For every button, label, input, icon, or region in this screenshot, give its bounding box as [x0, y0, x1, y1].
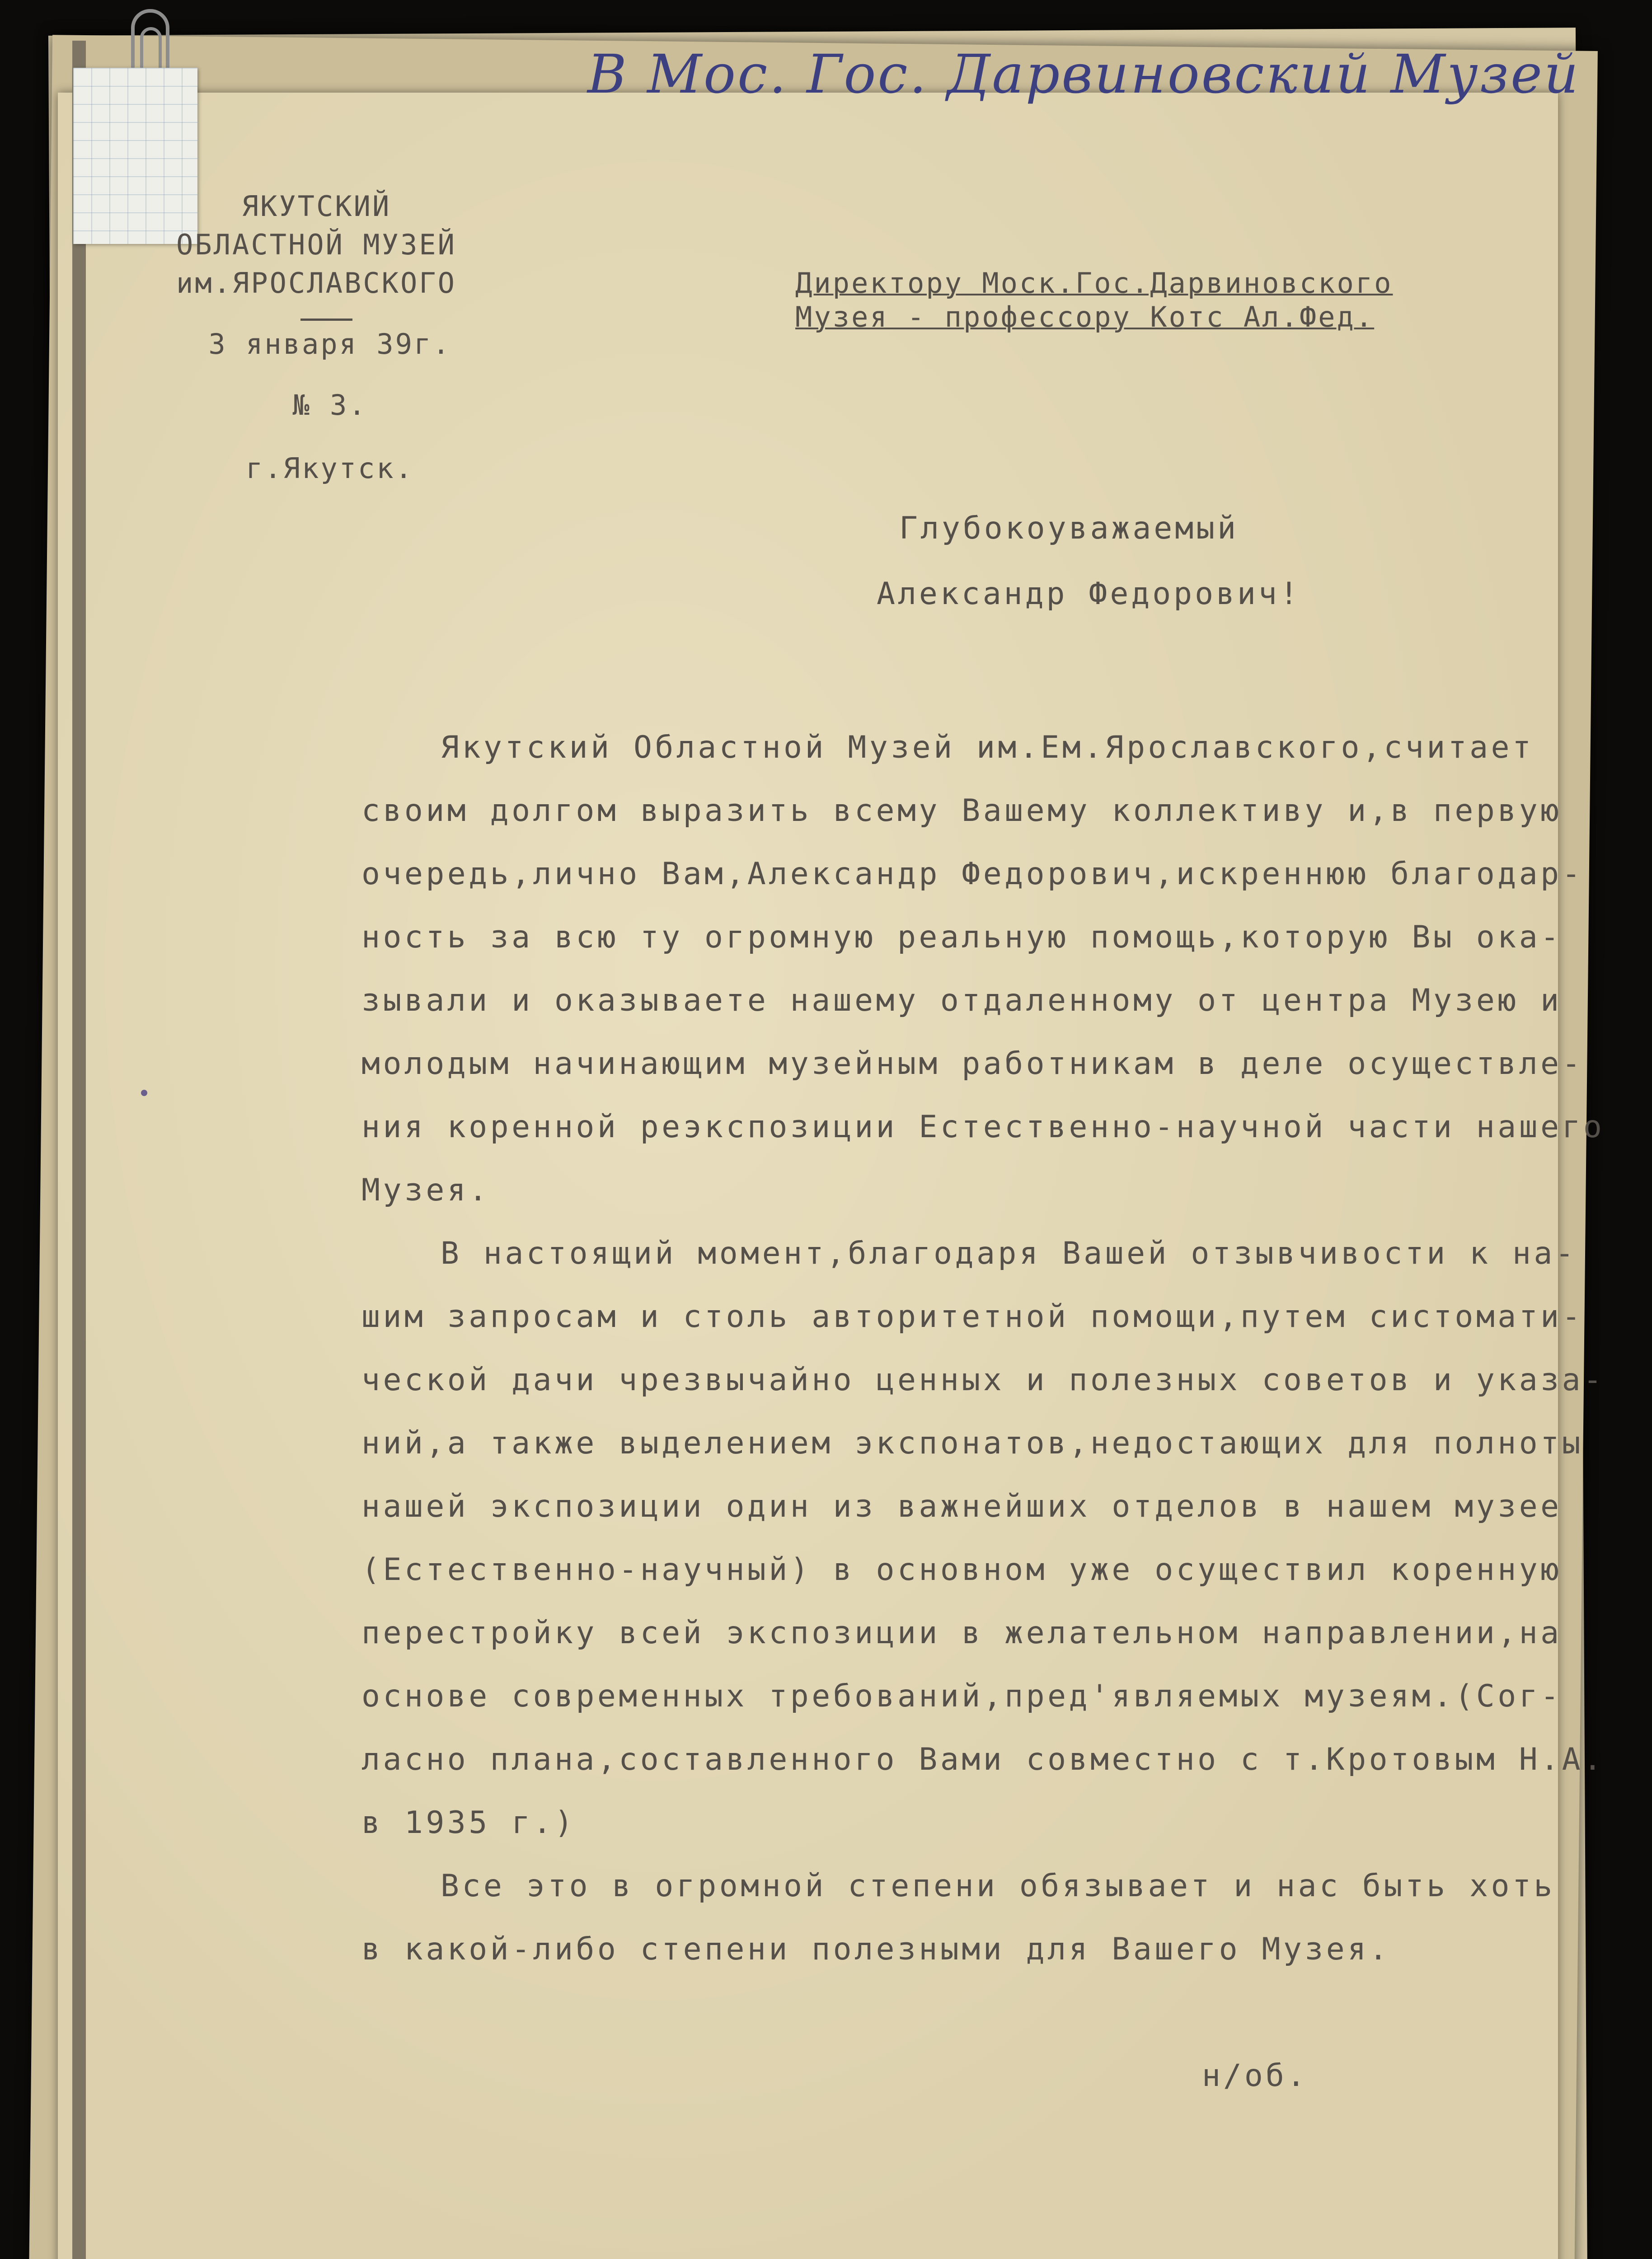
salutation-line-1: Глубокоуважаемый: [899, 511, 1239, 546]
body-line-15: перестройку всей экспозиции в желательном направлении,на: [361, 1615, 1562, 1651]
body-line-19: Все это в огромной степени обязывает и нас быть хоть: [441, 1868, 1555, 1904]
handwritten-addressee-note: В Мос. Гос. Дарвиновский Музей: [587, 43, 1580, 105]
body-line-11: ческой дачи чрезвычайно ценных и полезных советов и указа-: [361, 1362, 1605, 1398]
salutation-line-2: Александр Федорович!: [877, 576, 1301, 612]
ink-dot: [141, 1090, 147, 1096]
letterhead-line-3: им.ЯРОСЛАВСКОГО: [176, 267, 456, 300]
body-line-17: ласно плана,составленного Вами совместно с т.Кротовым Н.А.: [361, 1742, 1605, 1777]
binder-spine: [72, 41, 86, 2259]
recipient-line-1: Директору Моск.Гос.Дарвиновского: [795, 267, 1393, 300]
recipient-line-2: Музея - профессору Котс Ал.Фед.: [795, 300, 1375, 333]
body-line-1: Якутский Областной Музей им.Ем.Ярославского,считает: [441, 730, 1534, 765]
body-line-4: ность за всю ту огромную реальную помощь,которую Вы ока-: [361, 919, 1562, 955]
letterhead-line-2: ОБЛАСТНОЙ МУЗЕЙ: [176, 228, 456, 261]
body-line-5: зывали и оказываете нашему отдаленному от центра Музею и: [361, 983, 1562, 1018]
letter-city: г.Якутск.: [246, 452, 414, 485]
body-line-3: очередь,лично Вам,Александр Федорович,искреннюю благодар-: [361, 856, 1584, 892]
letterhead-divider: [300, 319, 352, 321]
body-line-7: ния коренной реэкспозиции Естественно-научной части нашего: [361, 1109, 1605, 1145]
letter-date: 3 января 39г.: [208, 328, 451, 361]
body-line-10: шим запросам и столь авторитетной помощи,путем систомати-: [361, 1299, 1584, 1335]
body-line-18: в 1935 г.): [361, 1805, 576, 1841]
body-line-8: Музея.: [361, 1172, 490, 1208]
body-line-9: В настоящий момент,благодаря Вашей отзывчивости к на-: [441, 1236, 1577, 1271]
body-line-14: (Естественно-научный) в основном уже осуществил коренную: [361, 1552, 1562, 1588]
body-line-2: своим долгом выразить всему Вашему коллективу и,в первую: [361, 793, 1562, 829]
body-line-13: нашей экспозиции один из важнейших отделов в нашем музее: [361, 1489, 1562, 1524]
footer-mark: н/об.: [1202, 2058, 1308, 2094]
body-line-20: в какой-либо степени полезными для Вашего Музея.: [361, 1931, 1391, 1967]
letterhead-line-1: ЯКУТСКИЙ: [241, 190, 391, 223]
letter-number: № 3.: [292, 389, 367, 422]
body-line-16: основе современных требований,пред'являемых музеям.(Сог-: [361, 1678, 1562, 1714]
body-line-6: молодым начинающим музейным работникам в деле осуществле-: [361, 1046, 1584, 1082]
body-line-12: ний,а также выделением экспонатов,недостающих для полноты: [361, 1425, 1584, 1461]
